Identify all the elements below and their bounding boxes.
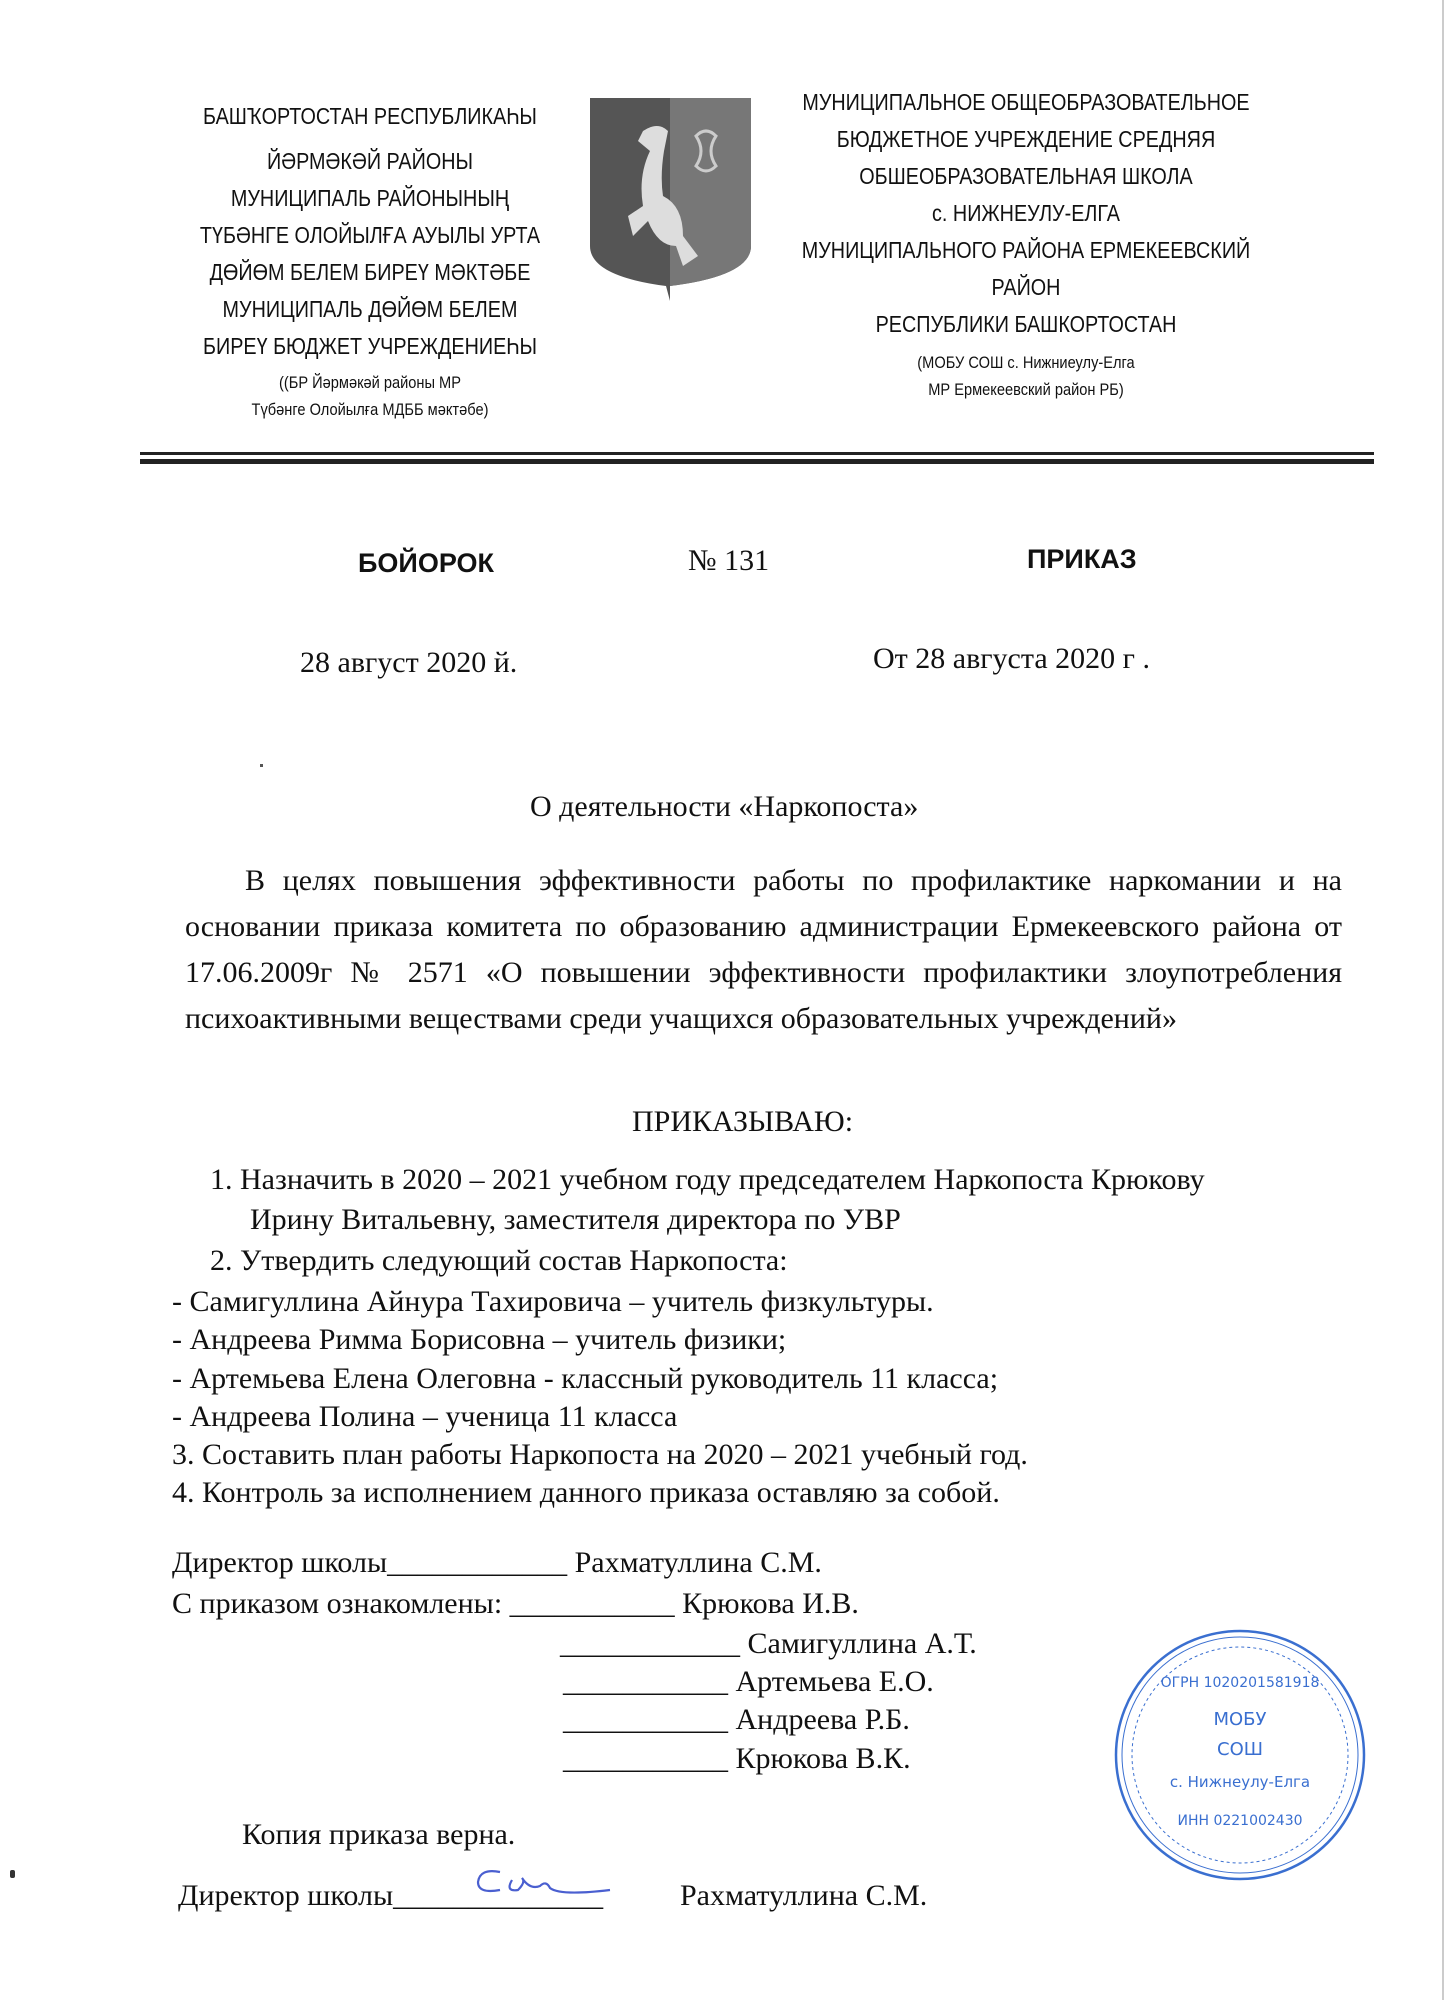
header-right-line: РЕСПУБЛИКИ БАШКОРТОСТАН <box>875 311 1177 337</box>
order-date-ru: От 28 августа 2020 г . <box>873 642 1150 675</box>
list-item: 1. Назначить в 2020 – 2021 учебном году председателем Наркопоста Крюкову <box>210 1163 1205 1196</box>
header-left-line: БИРЕҮ БЮДЖЕТ УЧРЕЖДЕНИЕҺЫ <box>202 333 537 359</box>
header-right-abbr: МР Ермекеевский район РБ) <box>928 380 1124 399</box>
school-stamp <box>1110 1625 1370 1885</box>
decree-heading: ПРИКАЗЫВАЮ: <box>632 1105 854 1138</box>
copy-certified: Копия приказа верна. <box>242 1818 516 1851</box>
list-item: 4. Контроль за исполнением данного приказа оставляю за собой. <box>172 1476 1000 1509</box>
acquainted-line: С приказом ознакомлены: ___________ Крюкова И.В. <box>172 1587 859 1620</box>
stamp-village: с. Нижнеулу-Елга <box>1169 1773 1311 1791</box>
stamp-inn: ИНН 0221002430 <box>1177 1813 1303 1829</box>
stamp-ogrn: ОГРН 1020201581918 <box>1160 1675 1320 1691</box>
header-left-line: ТҮБӘНГЕ ОЛОЙЫЛҒА АУЫЛЫ УРТА <box>199 222 541 248</box>
list-item: 2. Утвердить следующий состав Наркопоста: <box>210 1244 788 1277</box>
stamp-center-1: МОБУ <box>1213 1709 1267 1730</box>
list-item: 3. Составить план работы Наркопоста на 2020 – 2021 учебный год. <box>172 1438 1028 1471</box>
header-left-line: МУНИЦИПАЛЬ ДӨЙӨМ БЕЛЕМ <box>222 296 518 322</box>
order-title-ru: ПРИКАЗ <box>1027 544 1137 574</box>
header-left-abbr: Түбәнге Олойылға МДББ мәктәбе) <box>251 400 489 419</box>
acquainted-signature: ___________ Андреева Р.Б. <box>563 1703 910 1736</box>
coat-of-arms-emblem <box>588 96 753 301</box>
order-number: № 131 <box>688 544 770 577</box>
member-item: - Самигуллина Айнура Тахировича – учитель физкультуры. <box>172 1285 934 1318</box>
header-right-line: БЮДЖЕТНОЕ УЧРЕЖДЕНИЕ СРЕДНЯЯ <box>836 126 1216 152</box>
stamp-center-2: СОШ <box>1217 1739 1263 1760</box>
director-name-2: Рахматуллина С.М. <box>680 1879 928 1912</box>
list-item: Ирину Витальевну, заместителя директора по УВР <box>250 1203 901 1236</box>
member-item: - Артемьева Елена Олеговна - классный руководитель 11 класса; <box>172 1362 999 1395</box>
handwritten-signature <box>460 1860 620 1910</box>
header-left-line: БАШҠОРТОСТАН РЕСПУБЛИКАҺЫ <box>203 103 537 129</box>
order-title-ba: БОЙОРОК <box>358 548 494 578</box>
order-date-ba: 28 август 2020 й. <box>300 646 518 679</box>
director-signature-line: Директор школы____________ Рахматуллина С.М. <box>172 1546 822 1579</box>
acquainted-signature: ___________ Крюкова В.К. <box>563 1742 911 1775</box>
header-right-abbr: (МОБУ СОШ с. Нижниеулу-Елга <box>917 353 1135 372</box>
header-left-line: МУНИЦИПАЛЬ РАЙОНЫНЫҢ <box>230 185 510 211</box>
member-item: - Андреева Римма Борисовна – учитель физики; <box>172 1323 787 1356</box>
header-left-line: ДӨЙӨМ БЕЛЕМ БИРЕҮ МӘКТӘБЕ <box>209 259 531 285</box>
header-right-line: МУНИЦИПАЛЬНОЕ ОБЩЕОБРАЗОВАТЕЛЬНОЕ <box>802 89 1250 115</box>
director-label-2: Директор школы______________ <box>178 1879 604 1912</box>
header-divider <box>140 459 1374 464</box>
header-left-line: ЙӘРМӘКӘЙ РАЙОНЫ <box>266 148 473 174</box>
preamble-paragraph: В целях повышения эффективности работы по профилактике наркомании и на основании приказа комитета по образованию администрации Ермекеевского района от 17.06.2009г № 2571 «О повышении эффективности профилактики злоупотребления психоактивными веществами среди учащихся образовательных учреждений» <box>185 864 1342 1035</box>
header-right-line: РАЙОН <box>991 274 1061 300</box>
acquainted-signature: ___________ Артемьева Е.О. <box>563 1665 934 1698</box>
header-left-abbr: ((БР Йәрмәкәй районы МР <box>279 373 461 392</box>
scan-edge <box>1442 0 1456 2000</box>
scan-speck <box>10 1870 15 1878</box>
header-divider <box>140 452 1374 455</box>
order-subject: О деятельности «Наркопоста» <box>530 790 919 823</box>
header-right-line: МУНИЦИПАЛЬНОГО РАЙОНА ЕРМЕКЕЕВСКИЙ <box>801 237 1251 263</box>
member-item: - Андреева Полина – ученица 11 класса <box>172 1400 678 1433</box>
scan-speck <box>260 764 263 767</box>
header-right <box>794 84 1258 403</box>
header-right-line: ОБШЕОБРАЗОВАТЕЛЬНАЯ ШКОЛА <box>859 163 1193 189</box>
acquainted-signature: ____________ Самигуллина А.Т. <box>560 1627 977 1660</box>
header-left <box>198 98 542 423</box>
header-right-line: с. НИЖНЕУЛУ-ЕЛГА <box>932 200 1120 226</box>
